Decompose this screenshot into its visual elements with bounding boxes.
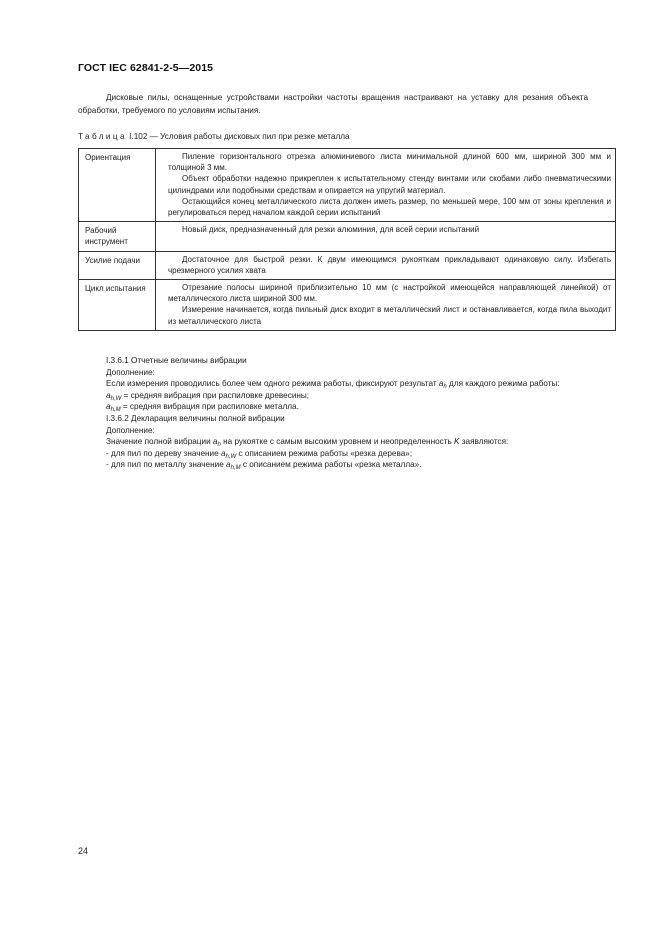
section-heading-declaration: I.3.6.2 Декларация величины полной вибрации [106, 413, 285, 423]
row-content [156, 251, 616, 279]
row-label: Ориентация [79, 149, 156, 222]
row-paragraph: Остающийся конец металлического листа должен иметь размер, по меньшей мере, 100 мм от зоны крепления и регулироваться перед началом каждой серии испытаний [168, 196, 611, 218]
section1-paragraph: Если измерения проводились более чем одного режима работы, фиксируют результат $a_h$ для каждого режима работы: [106, 379, 560, 391]
table-caption-prefix: Таблица [78, 132, 127, 141]
table-caption-text: I.102 — Условия работы дисковых пил при резке металла [126, 132, 350, 141]
definition-metal: $a_{h,M}$ = средняя вибрация при распиловке металла. [106, 402, 299, 414]
row-paragraph: Измерение начинается, когда пильный диск входит в металлический лист и останавливается, когда пила выходит из металлического листа [168, 305, 611, 326]
addition-label: Дополнение: [106, 367, 155, 377]
row-paragraph: Отрезание полосы шириной приблизительно 10 мм (с настройкой имеющейся направляющей линейкой) от металлического листа шириной 300 мм. [168, 283, 611, 304]
row-content [156, 222, 616, 251]
row-content [156, 149, 616, 222]
table-row [79, 280, 616, 331]
row-label: Усилие подачи [79, 251, 156, 279]
page-number: 24 [78, 846, 89, 856]
table-row [79, 222, 616, 251]
declaration-wood: - для пил по дереву значение $a_{h,W}$ с описанием режима работы «резка дерева»; [106, 448, 413, 460]
row-paragraph: Объект обработки надежно прикреплен к испытательному стенду винтами или скобами либо пневматическими цилиндрами или подобными средствам и опирается на упругий материал. [168, 174, 611, 195]
intro-paragraph: Дисковые пилы, оснащенные устройствами настройки частоты вращения настраивают на уставку для резания объекта обработки, требуемого по условиям испытания. [78, 93, 588, 115]
row-label: Рабочий инструмент [79, 222, 156, 251]
table-row [79, 149, 616, 222]
conditions-table [78, 148, 616, 331]
section2-paragraph: Значение полной вибрации $a_h$ на рукоятке с самым высоким уровнем и неопределенность K заявляются: [106, 437, 509, 449]
addition-label: Дополнение: [106, 425, 155, 435]
table-caption [78, 131, 350, 143]
row-content [156, 280, 616, 331]
row-paragraph: Пиление горизонтального отрезка алюминиевого листа минимальной длиной 600 мм, шириной 300 мм и толщиной 3 мм. [168, 152, 611, 173]
row-paragraph: Достаточное для быстрой резки. К двум имеющимся рукояткам прикладывают одинаковую силу. Избегать чрезмерного усилия хвата [168, 254, 611, 275]
definition-wood: $a_{h,W}$ = средняя вибрация при распиловке древесины; [106, 390, 310, 402]
section-heading-reported-values: I.3.6.1 Отчетные величины вибрации [106, 356, 247, 365]
row-label: Цикл испытания [79, 280, 156, 331]
vibration-sections [78, 355, 616, 471]
table-row [79, 251, 616, 279]
row-paragraph: Новый диск, предназначенный для резки алюминия, для всей серии испытаний [182, 225, 480, 235]
document-header: ГОСТ IEC 62841-2-5—2015 [78, 62, 214, 74]
declaration-metal: - для пил по металлу значение $a_{h,M}$ с описанием режима работы «резка металла». [106, 460, 422, 472]
